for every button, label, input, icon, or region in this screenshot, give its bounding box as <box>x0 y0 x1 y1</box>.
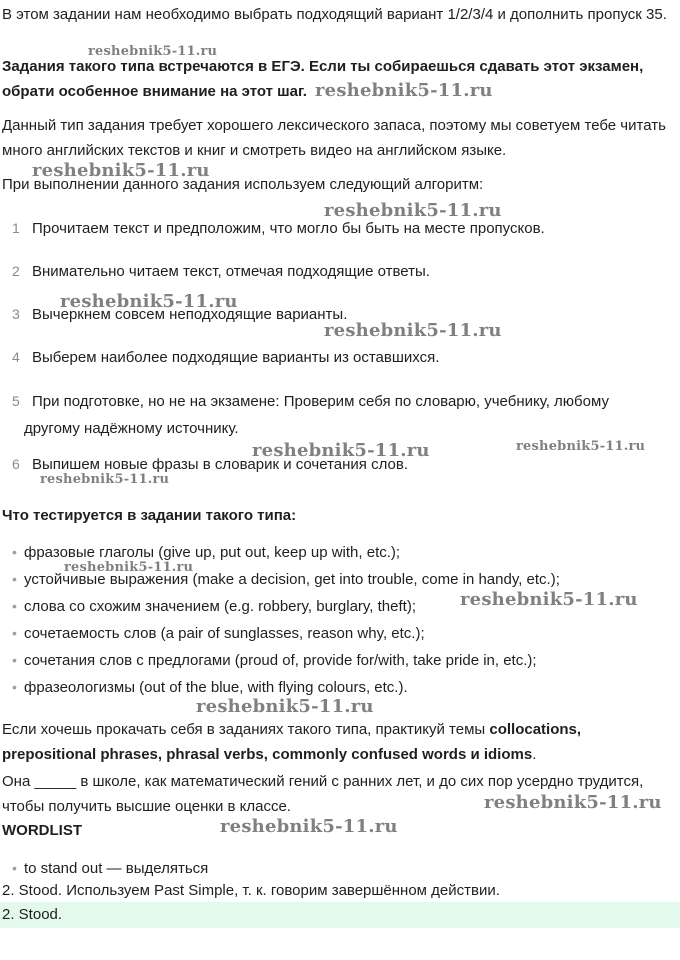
list-item: слова со схожим значением (e.g. robbery, burglary, theft); <box>24 598 416 615</box>
step-number: 1 <box>12 220 20 236</box>
watermark: reshebnik5-11.ru <box>324 320 502 341</box>
watermark: reshebnik5-11.ru <box>32 160 210 181</box>
watermark: reshebnik5-11.ru <box>220 816 398 837</box>
watermark: reshebnik5-11.ru <box>516 439 646 454</box>
step-number: 6 <box>12 456 20 472</box>
bullet-icon: • <box>12 679 17 695</box>
bullet-icon: • <box>12 625 17 641</box>
watermark: reshebnik5-11.ru <box>484 792 662 813</box>
practice-prefix: Если хочешь прокачать себя в заданиях такого типа, практикуй темы <box>2 721 490 738</box>
algorithm-intro: При выполнении данного задания используем следующий алгоритм: <box>2 176 484 193</box>
step-text: При подготовке, но не на экзамене: Проверим себя по словарю, учебнику, любому <box>32 393 609 410</box>
step-text-continued: другому надёжному источнику. <box>24 420 239 437</box>
list-item: фразеологизмы (out of the blue, with flying colours, etc.). <box>24 679 408 696</box>
list-item: сочетаемость слов (a pair of sunglasses, reason why, etc.); <box>24 625 425 642</box>
watermark: reshebnik5-11.ru <box>196 696 374 717</box>
list-item: фразовые глаголы (give up, put out, keep up with, etc.); <box>24 544 401 561</box>
practice-suffix: . <box>532 746 537 763</box>
answer-highlight <box>0 902 680 928</box>
step-text: Прочитаем текст и предположим, что могло бы быть на месте пропусков. <box>32 220 545 237</box>
bullet-icon: • <box>12 571 17 587</box>
step-text: Вычеркнем совсем неподходящие варианты. <box>32 306 348 323</box>
watermark: reshebnik5-11.ru <box>460 589 638 610</box>
tested-heading: Что тестируется в задании такого типа: <box>2 507 297 524</box>
watermark: reshebnik5-11.ru <box>40 472 170 487</box>
step-number: 3 <box>12 306 20 322</box>
step-number: 5 <box>12 393 20 409</box>
watermark: reshebnik5-11.ru <box>324 200 502 221</box>
step-number: 2 <box>12 263 20 279</box>
step-text: Внимательно читаем текст, отмечая подходящие ответы. <box>32 263 430 280</box>
practice-topics: collocations, prepositional phrases, phrasal verbs, commonly confused words и idioms <box>2 721 582 763</box>
exam-note: Задания такого типа встречаются в ЕГЭ. Если ты собираешься сдавать этот экзамен, обрати особенное внимание на этот шаг. <box>2 58 644 100</box>
list-item: сочетания слов с предлогами (proud of, provide for/with, take pride in, etc.); <box>24 652 537 669</box>
vocab-note: Данный тип задания требует хорошего лексического запаса, поэтому мы советуем тебе читать много английских текстов и книг и смотреть видео на английском языке. <box>2 117 666 159</box>
list-item: устойчивые выражения (make a decision, get into trouble, come in handy, etc.); <box>24 571 560 588</box>
explanation: 2. Stood. Используем Past Simple, т. к. говорим завершённом действии. <box>2 882 500 899</box>
final-answer: 2. Stood. <box>2 906 63 923</box>
task-sentence: Она _____ в школе, как математический гений с ранних лет, и до сих пор усердно трудится, чтобы получить высшие оценки в классе. <box>2 773 644 815</box>
practice-note <box>2 717 676 767</box>
watermark: reshebnik5-11.ru <box>315 80 493 101</box>
watermark: reshebnik5-11.ru <box>64 560 194 575</box>
bullet-icon: • <box>12 544 17 560</box>
wordlist-item: to stand out — выделяться <box>24 860 209 877</box>
wordlist-heading: WORDLIST <box>2 822 82 839</box>
intro-text: В этом задании нам необходимо выбрать подходящий вариант 1/2/3/4 и дополнить пропуск 35. <box>2 6 667 23</box>
watermark: reshebnik5-11.ru <box>60 291 238 312</box>
bullet-icon: • <box>12 860 17 876</box>
bullet-icon: • <box>12 652 17 668</box>
bullet-icon: • <box>12 598 17 614</box>
watermark: reshebnik5-11.ru <box>252 440 430 461</box>
watermark: reshebnik5-11.ru <box>88 44 218 59</box>
step-text: Выпишем новые фразы в словарик и сочетания слов. <box>32 456 408 473</box>
step-number: 4 <box>12 349 20 365</box>
step-text: Выберем наиболее подходящие варианты из оставшихся. <box>32 349 440 366</box>
